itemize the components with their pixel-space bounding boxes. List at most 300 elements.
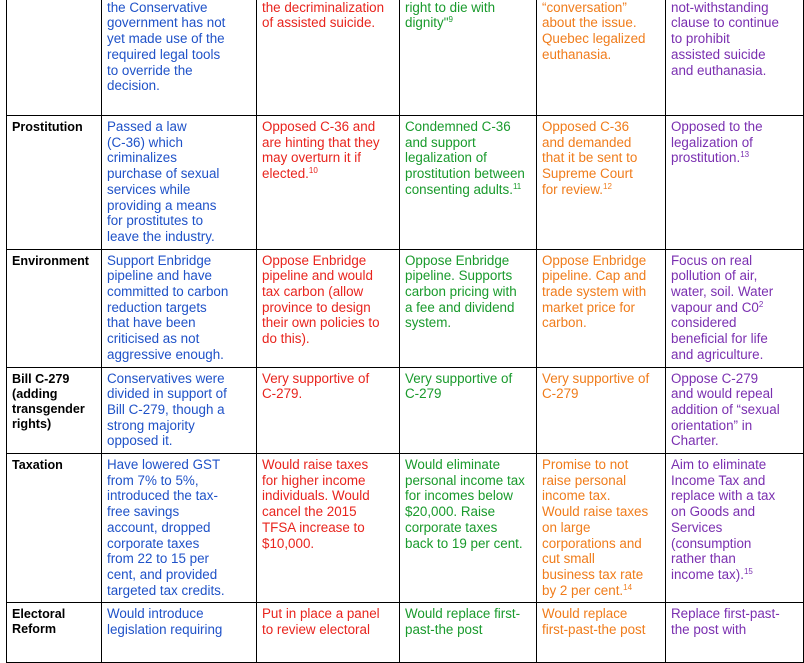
cell-text-line	[107, 166, 251, 182]
cell-text-line	[671, 488, 798, 504]
cell-text-line	[262, 150, 394, 166]
line-text: Passed a law	[107, 119, 187, 134]
cell-text-line	[671, 418, 798, 434]
line-text: cancel the 2015	[262, 504, 357, 520]
line-text: are hinting that they	[262, 134, 380, 150]
line-text: raise personal	[542, 472, 627, 488]
cell-text-line	[542, 536, 660, 552]
line-text: cut small	[542, 551, 595, 567]
cell-text-line	[107, 284, 251, 300]
cell-text-line	[107, 78, 251, 94]
cell-text-line	[671, 268, 798, 284]
cell-text-line	[405, 119, 531, 135]
cell-text-line	[542, 583, 660, 599]
cell-text-line	[262, 457, 394, 473]
chp-cell	[666, 249, 804, 367]
line-text: consenting adults.	[405, 181, 513, 197]
conservative-cell	[102, 367, 257, 454]
cell-text-line	[671, 386, 798, 402]
cell-text-line	[405, 488, 531, 504]
topic-label: transgender	[12, 401, 85, 416]
line-text: and demanded	[542, 134, 632, 150]
cell-text-line	[671, 0, 798, 15]
cell-text-line	[405, 473, 531, 489]
liberal-cell	[257, 454, 400, 603]
cell-text-line	[107, 457, 251, 473]
line-text: not-withstanding	[671, 0, 769, 15]
line-text: aggressive enough.	[107, 346, 224, 362]
line-text: free savings	[107, 504, 180, 520]
line-text: personal income tax	[405, 472, 525, 488]
line-text: C-279	[542, 386, 579, 402]
line-text: pollution of air,	[671, 268, 758, 284]
topic-cell	[7, 367, 102, 454]
cell-text-line	[107, 504, 251, 520]
cell-text-line	[405, 150, 531, 166]
line-text: Supreme Court	[542, 166, 633, 182]
cell-text-line	[107, 0, 251, 15]
cell-text-line	[107, 15, 251, 31]
line-text: about the issue.	[542, 15, 637, 31]
cell-text-line	[107, 551, 251, 567]
ndp-cell	[537, 249, 666, 367]
cell-text-line	[542, 457, 660, 473]
liberal-cell	[257, 603, 400, 663]
line-text: Replace first-past-	[671, 606, 780, 622]
cell-text-line	[542, 606, 660, 622]
line-text: legislation requiring	[107, 622, 223, 638]
cell-text-line	[671, 551, 798, 567]
chp-cell	[666, 116, 804, 250]
cell-text-line	[107, 119, 251, 135]
line-text: Oppose Enbridge	[542, 252, 647, 268]
line-text: opposed it.	[107, 433, 173, 449]
cell-text-line	[671, 15, 798, 31]
line-text: by 2 per cent.	[542, 582, 624, 598]
cell-text-line	[262, 520, 394, 536]
cell-text-line	[107, 135, 251, 151]
conservative-cell	[102, 116, 257, 250]
cell-text-line	[542, 15, 660, 31]
liberal-cell	[257, 249, 400, 367]
line-text: Services	[671, 519, 723, 535]
table-body	[7, 0, 804, 663]
liberal-cell	[257, 367, 400, 454]
line-text: carbon pricing with	[405, 284, 517, 300]
footnote-marker: 13	[740, 150, 750, 160]
cell-text-line	[671, 622, 798, 638]
topic-cell	[7, 116, 102, 250]
line-text: Promise to not	[542, 457, 629, 473]
line-text: that it be sent to	[542, 150, 638, 166]
line-text: legalization of	[405, 150, 487, 166]
conservative-cell	[102, 249, 257, 367]
cell-text-line	[262, 284, 394, 300]
line-text: leave the industry.	[107, 228, 215, 244]
line-text: targeted tax credits.	[107, 582, 225, 598]
green-cell	[400, 454, 537, 603]
cell-text-line	[262, 300, 394, 316]
ndp-cell	[537, 454, 666, 603]
line-text: assisted suicide	[671, 46, 766, 62]
line-text: trade system with	[542, 284, 647, 300]
cell-text-line	[671, 473, 798, 489]
cell-text-line	[671, 135, 798, 151]
line-text: pipeline and would	[262, 268, 373, 284]
cell-text-line	[107, 606, 251, 622]
cell-text-line	[107, 47, 251, 63]
topic-cell	[7, 454, 102, 603]
cell-text-line	[262, 135, 394, 151]
cell-text-line	[542, 150, 660, 166]
green-cell	[400, 249, 537, 367]
cell-text-line	[542, 135, 660, 151]
topic-label: Reform	[12, 622, 57, 637]
cell-text-line	[671, 47, 798, 63]
cell-text-line	[671, 300, 798, 316]
line-text: introduced the tax-	[107, 488, 218, 504]
cell-text-line	[542, 47, 660, 63]
topic-label: (adding	[12, 386, 58, 401]
line-text: Would replace	[542, 606, 628, 622]
line-text: orientation” in	[671, 417, 753, 433]
cell-text-line	[262, 488, 394, 504]
line-text: replace with a tax	[671, 488, 776, 504]
line-text: and would repeal	[671, 386, 773, 402]
cell-text-line	[405, 182, 531, 198]
cell-text-line	[671, 315, 798, 331]
cell-text-line	[542, 268, 660, 284]
line-text: criminalizes	[107, 150, 177, 166]
cell-text-line	[107, 622, 251, 638]
topic-label: rights)	[12, 416, 52, 431]
ndp-cell	[537, 116, 666, 250]
cell-text-line	[671, 567, 798, 583]
cell-text-line	[671, 331, 798, 347]
line-text: and support	[405, 134, 476, 150]
line-text: Condemned C-36	[405, 119, 511, 134]
line-text: TFSA increase to	[262, 519, 365, 535]
line-text: pipeline. Cap and	[542, 268, 647, 284]
line-text: Would eliminate	[405, 457, 501, 473]
chp-cell	[666, 454, 804, 603]
cell-text-line	[262, 315, 394, 331]
conservative-cell	[102, 603, 257, 663]
line-text: carbon.	[542, 315, 587, 331]
cell-text-line	[405, 268, 531, 284]
topic-cell	[7, 249, 102, 367]
line-text: their own policies to	[262, 315, 380, 331]
topic-label: Electoral	[12, 607, 66, 622]
line-text: Would raise taxes	[542, 504, 649, 520]
line-text: $10,000.	[262, 535, 315, 551]
cell-text-line	[671, 520, 798, 536]
cell-text-line	[405, 520, 531, 536]
cell-text-line	[107, 229, 251, 245]
line-text: corporate taxes	[107, 535, 200, 551]
line-text: committed to carbon	[107, 284, 229, 300]
footnote-marker: 14	[623, 582, 633, 592]
line-text: the post with	[671, 622, 747, 638]
line-text: clause to continue	[671, 15, 779, 31]
line-text: Opposed C-36	[542, 119, 630, 134]
line-text: income tax).	[671, 566, 744, 582]
cell-text-line	[262, 166, 394, 182]
line-text: Bill C-279, though a	[107, 401, 225, 417]
line-text: C-279	[405, 386, 442, 402]
cell-text-line	[107, 213, 251, 229]
line-text: decision.	[107, 78, 160, 94]
topic-label: Taxation	[12, 458, 63, 473]
line-text: back to 19 per cent.	[405, 535, 523, 551]
cell-text-line	[107, 473, 251, 489]
line-text: (consumption	[671, 535, 752, 551]
cell-text-line	[107, 300, 251, 316]
cell-text-line	[405, 135, 531, 151]
cell-text-line	[107, 347, 251, 363]
line-text: past-the post	[405, 622, 483, 638]
cell-text-line	[671, 371, 798, 387]
line-text: business tax rate	[542, 566, 644, 582]
chp-cell	[666, 367, 804, 454]
cell-text-line	[262, 536, 394, 552]
line-text: “conversation”	[542, 0, 627, 15]
line-text: strong majority	[107, 417, 195, 433]
line-text: a fee and dividend	[405, 299, 515, 315]
cell-text-line	[405, 284, 531, 300]
line-text: system.	[405, 315, 452, 331]
cell-text-line	[405, 504, 531, 520]
line-text: yet made use of the	[107, 31, 225, 47]
green-cell	[400, 0, 537, 116]
cell-text-line	[262, 15, 394, 31]
line-text: income tax.	[542, 488, 611, 504]
green-cell	[400, 367, 537, 454]
cell-text-line	[405, 15, 531, 31]
line-text: Opposed to the	[671, 119, 763, 134]
line-text: from 22 to 15 per	[107, 551, 209, 567]
cell-text-line	[107, 315, 251, 331]
line-text: considered	[671, 315, 737, 331]
topic-label: Environment	[12, 253, 89, 268]
cell-text-line	[542, 520, 660, 536]
cell-text-line	[107, 402, 251, 418]
cell-text-line	[671, 119, 798, 135]
line-text: reduction targets	[107, 299, 207, 315]
line-text: corporate taxes	[405, 519, 498, 535]
cell-text-line	[542, 551, 660, 567]
line-text: $20,000. Raise	[405, 504, 496, 520]
cell-text-line	[542, 504, 660, 520]
line-text: from 7% to 5%,	[107, 472, 199, 488]
cell-text-line	[405, 166, 531, 182]
cell-text-line	[542, 166, 660, 182]
cell-text-line	[542, 371, 660, 387]
line-text: elected.	[262, 166, 309, 182]
line-text: and agriculture.	[671, 346, 764, 362]
line-text: corporations and	[542, 535, 642, 551]
cell-text-line	[405, 0, 531, 15]
line-text: euthanasia.	[542, 46, 612, 62]
line-text: prostitution.	[671, 150, 741, 166]
line-text: dignity"	[405, 15, 449, 31]
line-text: Quebec legalized	[542, 31, 646, 47]
cell-text-line	[262, 386, 394, 402]
line-text: Conservatives were	[107, 370, 225, 386]
cell-text-line	[405, 622, 531, 638]
cell-text-line	[107, 488, 251, 504]
line-text: right to die with	[405, 0, 496, 15]
cell-text-line	[107, 182, 251, 198]
line-text: to override the	[107, 62, 193, 78]
line-text: Very supportive of	[262, 370, 370, 386]
cell-text-line	[542, 253, 660, 269]
topic-label: Bill C-279	[12, 371, 70, 386]
line-text: Would replace first-	[405, 606, 521, 622]
cell-text-line	[262, 119, 394, 135]
line-text: water, soil. Water	[671, 284, 774, 300]
cell-text-line	[542, 622, 660, 638]
cell-text-line	[107, 268, 251, 284]
liberal-cell	[257, 0, 400, 116]
line-text: Support Enbridge	[107, 252, 212, 268]
cell-text-line	[671, 457, 798, 473]
cell-text-line	[107, 253, 251, 269]
table-row	[7, 603, 804, 663]
line-text: Very supportive of	[405, 370, 513, 386]
line-text: for prostitutes to	[107, 213, 204, 229]
cell-text-line	[671, 284, 798, 300]
line-text: for incomes below	[405, 488, 513, 504]
chp-cell	[666, 0, 804, 116]
ndp-cell	[537, 367, 666, 454]
line-text: on Goods and	[671, 504, 756, 520]
conservative-cell	[102, 454, 257, 603]
line-text: individuals. Would	[262, 488, 370, 504]
liberal-cell	[257, 116, 400, 250]
cell-text-line	[542, 31, 660, 47]
cell-text-line	[107, 418, 251, 434]
cell-text-line	[542, 284, 660, 300]
cell-text-line	[542, 315, 660, 331]
cell-text-line	[405, 371, 531, 387]
cell-text-line	[405, 457, 531, 473]
line-text: that have been	[107, 315, 196, 331]
cell-text-line	[542, 300, 660, 316]
cell-text-line	[542, 473, 660, 489]
cell-text-line	[671, 347, 798, 363]
line-text: tax carbon (allow	[262, 284, 364, 300]
line-text: Income Tax and	[671, 472, 766, 488]
cell-text-line	[671, 253, 798, 269]
line-text: (C-36) which	[107, 134, 183, 150]
cell-text-line	[671, 504, 798, 520]
cell-text-line	[671, 31, 798, 47]
line-text: the decriminalization	[262, 0, 385, 15]
cell-text-line	[405, 606, 531, 622]
line-text: Would introduce	[107, 606, 204, 622]
green-cell	[400, 116, 537, 250]
line-text: for higher income	[262, 472, 366, 488]
cell-text-line	[542, 488, 660, 504]
line-text: legalization of	[671, 134, 753, 150]
line-text: pipeline. Supports	[405, 268, 513, 284]
cell-text-line	[405, 253, 531, 269]
cell-text-line	[671, 606, 798, 622]
line-text: of assisted suicide.	[262, 15, 376, 31]
line-text: Oppose C-279	[671, 370, 759, 386]
cell-text-line	[671, 63, 798, 79]
cell-text-line	[542, 119, 660, 135]
cell-text-line	[107, 63, 251, 79]
line-text: Would raise taxes	[262, 457, 369, 473]
topic-cell	[7, 0, 102, 116]
line-text: for review.	[542, 181, 604, 197]
table-row	[7, 249, 804, 367]
line-text: pipeline and have	[107, 268, 212, 284]
cell-text-line	[405, 386, 531, 402]
party-positions-table	[6, 0, 804, 663]
cell-text-line	[107, 583, 251, 599]
line-text: Put in place a panel	[262, 606, 380, 622]
cell-text-line	[107, 31, 251, 47]
line-text: government has not	[107, 15, 226, 31]
line-text: Oppose Enbridge	[262, 252, 367, 268]
line-text: prostitution between	[405, 166, 525, 182]
line-text: addition of “sexual	[671, 401, 780, 417]
footnote-marker: 11	[512, 181, 522, 191]
cell-text-line	[262, 371, 394, 387]
line-text: criticised as not	[107, 331, 200, 347]
line-text: C-279.	[262, 386, 303, 402]
cell-text-line	[405, 315, 531, 331]
line-text: on large	[542, 519, 591, 535]
cell-text-line	[671, 433, 798, 449]
cell-text-line	[671, 402, 798, 418]
cell-text-line	[262, 622, 394, 638]
cell-text-line	[107, 331, 251, 347]
cell-text-line	[262, 504, 394, 520]
line-text: services while	[107, 181, 191, 197]
line-text: beneficial for life	[671, 331, 768, 347]
cell-text-line	[542, 567, 660, 583]
cell-text-line	[107, 198, 251, 214]
line-text: purchase of sexual	[107, 166, 220, 182]
line-text: may overturn it if	[262, 150, 361, 166]
line-text: Oppose Enbridge	[405, 252, 510, 268]
line-text: vapour and C0	[671, 299, 759, 315]
cell-text-line	[262, 253, 394, 269]
cell-text-line	[405, 536, 531, 552]
cell-text-line	[107, 536, 251, 552]
cell-text-line	[262, 268, 394, 284]
cell-text-line	[107, 150, 251, 166]
ndp-cell	[537, 603, 666, 663]
table-row	[7, 367, 804, 454]
line-text: account, dropped	[107, 519, 211, 535]
line-text: required legal tools	[107, 46, 221, 62]
line-text: Have lowered GST	[107, 457, 221, 473]
line-text: divided in support of	[107, 386, 227, 402]
footnote-marker: 9	[448, 15, 453, 25]
line-text: province to design	[262, 299, 371, 315]
conservative-cell	[102, 0, 257, 116]
line-text: and euthanasia.	[671, 62, 767, 78]
topic-cell	[7, 603, 102, 663]
line-text: cent, and provided	[107, 566, 218, 582]
line-text: Focus on real	[671, 252, 753, 268]
cell-text-line	[262, 0, 394, 15]
